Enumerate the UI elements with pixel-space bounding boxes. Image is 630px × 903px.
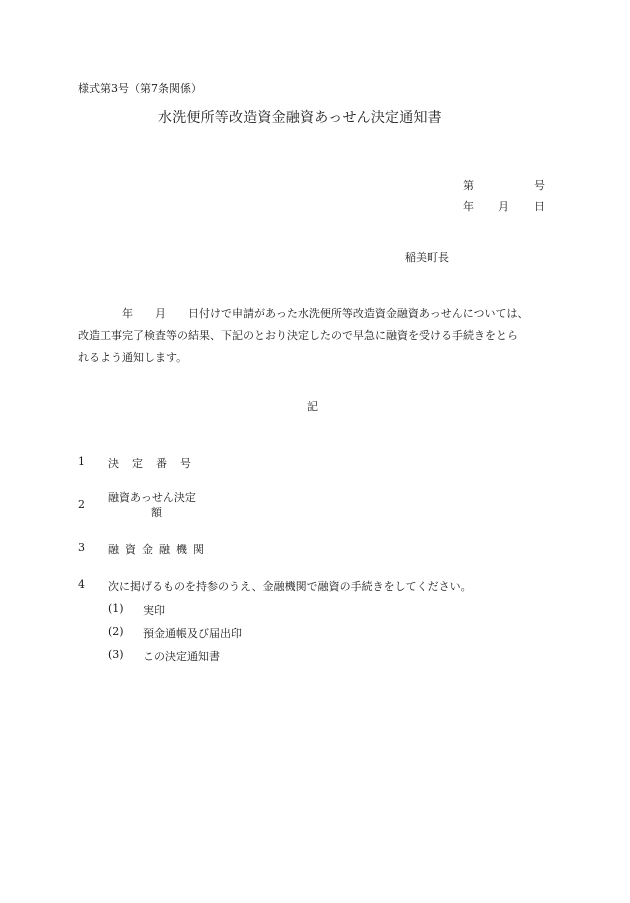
issue-month: 月 bbox=[498, 200, 509, 213]
notice-body-line: 改造工事完了検査等の結果、下記のとおり決定したので早急に融資を受ける手続きをとら bbox=[78, 329, 518, 342]
issue-go: 号 bbox=[534, 179, 545, 192]
form-number: 様式第3号（第7条関係） bbox=[78, 82, 202, 95]
item-1-label: 決定番号 bbox=[108, 457, 204, 470]
item-3-label: 融資金融機関 bbox=[108, 543, 210, 556]
item-4-label: 次に掲げるものを持参のうえ、金融機関で融資の手続きをしてください。 bbox=[108, 580, 472, 593]
issue-dai: 第 bbox=[463, 179, 474, 192]
issuer-name: 稲美町長 bbox=[405, 251, 449, 264]
item-2-label-line2: 額 bbox=[151, 506, 162, 519]
item-2-number: 2 bbox=[78, 498, 85, 511]
issue-number-row bbox=[463, 175, 545, 196]
subitem-3-number: (3) bbox=[108, 648, 124, 661]
notice-body bbox=[78, 303, 558, 369]
subitem-1-number: (1) bbox=[108, 602, 124, 615]
item-1-number: 1 bbox=[78, 455, 85, 468]
issue-day: 日 bbox=[534, 200, 545, 213]
issue-year: 年 bbox=[463, 200, 474, 213]
issue-number-date bbox=[463, 175, 545, 217]
notice-body-line: れるよう通知します。 bbox=[78, 351, 188, 364]
item-2-label-line1: 融資あっせん決定 bbox=[108, 491, 196, 504]
subitem-2-number: (2) bbox=[108, 625, 124, 638]
item-3-number: 3 bbox=[78, 541, 85, 554]
subitem-1-label: 実印 bbox=[143, 604, 165, 617]
document-title: 水洗便所等改造資金融資あっせん決定通知書 bbox=[158, 110, 442, 126]
item-4-number: 4 bbox=[78, 578, 85, 591]
notice-body-line: 年 月 日付けで申請があった水洗便所等改造資金融資あっせんについては、 bbox=[78, 307, 529, 320]
subitem-3-label: この決定通知書 bbox=[143, 650, 220, 663]
issue-date-row bbox=[463, 196, 545, 217]
subitem-2-label: 預金通帳及び届出印 bbox=[143, 627, 242, 640]
ki-heading: 記 bbox=[307, 400, 318, 413]
